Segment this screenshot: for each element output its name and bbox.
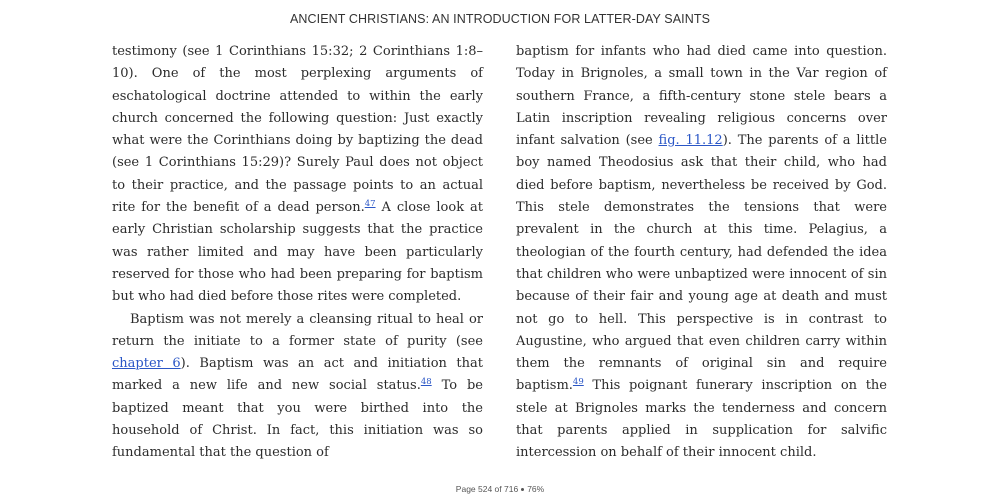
footnote-ref-47	[365, 199, 376, 209]
left-text-column	[112, 41, 483, 465]
paragraph	[112, 309, 483, 465]
footnote-link-48[interactable]: 48	[420, 377, 432, 388]
paragraph	[516, 41, 887, 465]
paragraph-text: To be baptized meant that you were birthed into the household of Christ. In fact, this initiation was so fundamental that the question of	[112, 378, 483, 461]
paragraph-text: This poignant funerary inscription on the stele at Brignoles marks the tenderness and concern that parents applied in supplication for salvific intercession on behalf of their innocent child.	[516, 378, 887, 461]
footnote-ref-48	[421, 377, 432, 387]
footnote-ref-49	[573, 377, 584, 387]
page-count: Page 524 of 716	[455, 484, 519, 494]
paragraph-text: testimony (see 1 Corinthians 15:32; 2 Corinthians 1:8–10). One of the most perplexing arguments of eschatological doctrine attended to within the early church concerned the following question: Just exactly what were the Corinthians doing by baptizing the dead (see 1 Corinthians 15:29)? Surely Paul does not object to their practice, and the passage points to an actual rite for the benefit of a dead person.	[112, 44, 483, 216]
paragraph-text: Baptism was not merely a cleansing ritual to heal or return the initiate to a former state of purity (see	[112, 311, 483, 349]
paragraph-text: baptism for infants who had died came into question. Today in Brignoles, a small town in the Var region of southern France, a fifth-century stone stele bears a Latin inscription revealing religious concerns over infant salvation (see	[516, 44, 887, 149]
paragraph-text: ). The parents of a little boy named Theodosius ask that their child, who had died before baptism, nevertheless be received by God. This stele demonstrates the tensions that were prevalent in the church at this time. Pelagius, a theologian of the fourth century, had defended the idea that children who were unbaptized were innocent of sin because of their fair and young age at death and must not go to hell. This perspective is in contrast to Augustine, who argued that even children carry within them the remnants of original sin and require baptism.	[516, 133, 887, 394]
separator-dot-icon	[521, 488, 524, 491]
page-indicator	[0, 484, 1000, 494]
figure-11-12-link[interactable]: fig. 11.12	[658, 133, 723, 149]
right-text-column	[516, 41, 887, 465]
zoom-level: 76%	[527, 484, 545, 494]
paragraph-text: ). Baptism was an act and initiation that marked a new life and new social status.	[112, 356, 483, 394]
paragraph-text: A close look at early Christian scholarship suggests that the practice was rather limited and may have been particularly reserved for those who had been preparing for baptism but who had died before those rites were completed.	[112, 200, 483, 305]
footnote-link-47[interactable]: 47	[364, 199, 376, 210]
paragraph	[112, 41, 483, 309]
footnote-link-49[interactable]: 49	[572, 377, 584, 388]
chapter-6-link[interactable]: chapter 6	[112, 356, 181, 372]
running-header: ANCIENT CHRISTIANS: AN INTRODUCTION FOR LATTER-DAY SAINTS	[289, 12, 711, 26]
